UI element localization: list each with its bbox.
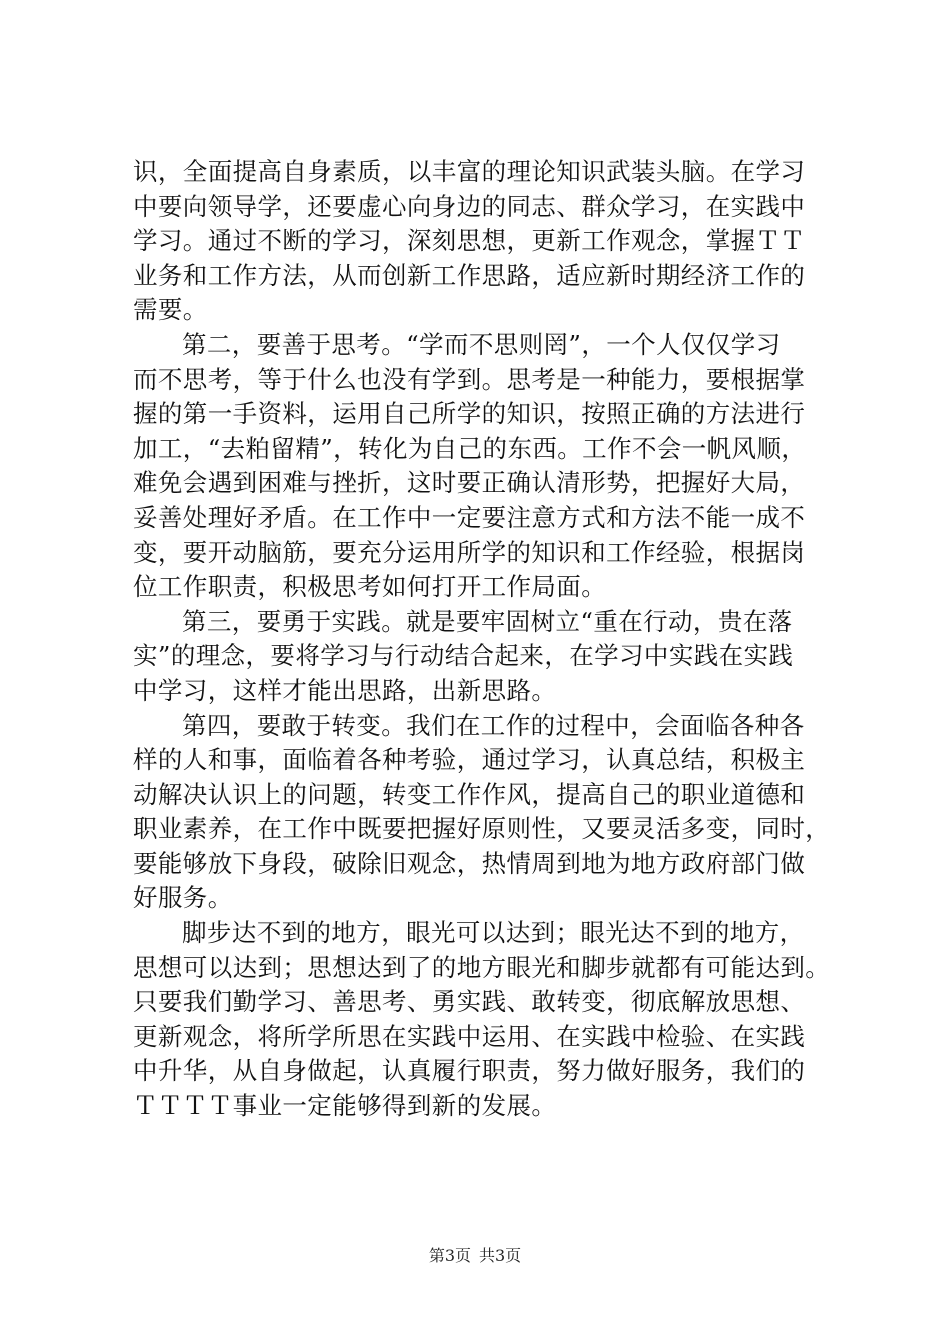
- text-line: 第二，要善于思考。“学而不思则罔”，一个人仅仅学习: [182, 329, 781, 359]
- text-line: 而不思考，等于什么也没有学到。思考是一种能力，要根据掌: [133, 364, 806, 394]
- paragraph-conclusion: [133, 916, 833, 1124]
- text-line: 难免会遇到困难与挫折，这时要正确认清形势，把握好大局，: [133, 468, 806, 498]
- text-line: 第三，要勇于实践。就是要牢固树立“重在行动，贵在落: [182, 606, 793, 636]
- text-line: 位工作职责，积极思考如何打开工作局面。: [133, 572, 607, 602]
- paragraph-fourth-point: [133, 709, 833, 917]
- text-line: 动解决认识上的问题，转变工作作风，提高自己的职业道德和: [133, 779, 806, 809]
- text-line: 职业素养，在工作中既要把握好原则性，又要灵活多变，同时，: [133, 814, 831, 844]
- text-line: 第四，要敢于转变。我们在工作的过程中，会面临各种各: [182, 710, 805, 740]
- text-line: 实”的理念，要将学习与行动结合起来，在学习中实践在实践: [133, 641, 794, 671]
- text-line: 妥善处理好矛盾。在工作中一定要注意方式和方法不能一成不: [133, 502, 806, 532]
- text-line: 脚步达不到的地方，眼光可以达到；眼光达不到的地方，: [182, 918, 805, 948]
- text-line: 识，全面提高自身素质，以丰富的理论知识武装头脑。在学习: [133, 157, 806, 186]
- page-footer: [0, 1246, 950, 1266]
- paragraph-continuation: [133, 155, 833, 328]
- text-line: 中学习，这样才能出思路，出新思路。: [133, 675, 557, 705]
- text-line: 需要。: [133, 295, 208, 325]
- text-line: 业务和工作方法，从而创新工作思路，适应新时期经济工作的: [133, 260, 806, 290]
- text-line: 握的第一手资料，运用自己所学的知识，按照正确的方法进行: [133, 399, 806, 429]
- text-line: 中升华，从自身做起，认真履行职责，努力做好服务，我们的: [133, 1056, 806, 1086]
- text-line: 中要向领导学，还要虚心向身边的同志、群众学习，在实践中: [133, 191, 806, 221]
- text-line: 要能够放下身段，破除旧观念，热情周到地为地方政府部门做: [133, 848, 806, 878]
- text-line: ＴＴＴＴ事业一定能够得到新的发展。: [133, 1091, 557, 1121]
- text-line: 只要我们勤学习、善思考、勇实践、敢转变，彻底解放思想、: [133, 987, 806, 1017]
- text-line: 思想可以达到；思想达到了的地方眼光和脚步就都有可能达到。: [133, 952, 831, 982]
- page-total: 共3页: [479, 1246, 522, 1265]
- paragraph-second-point: [133, 328, 833, 605]
- text-line: 加工，“去粕留精”，转化为自己的东西。工作不会一帆风顺，: [133, 433, 807, 463]
- paragraph-third-point: [133, 605, 833, 709]
- document-body: [133, 155, 833, 1124]
- text-line: 样的人和事，面临着各种考验，通过学习，认真总结，积极主: [133, 745, 806, 775]
- text-line: 好服务。: [133, 883, 233, 913]
- text-line: 变，要开动脑筋，要充分运用所学的知识和工作经验，根据岗: [133, 537, 806, 567]
- text-line: 学习。通过不断的学习，深刻思想，更新工作观念，掌握ＴＴ: [133, 226, 806, 256]
- text-line: 更新观念，将所学所思在实践中运用、在实践中检验、在实践: [133, 1021, 806, 1051]
- page-number: 第3页: [428, 1246, 471, 1265]
